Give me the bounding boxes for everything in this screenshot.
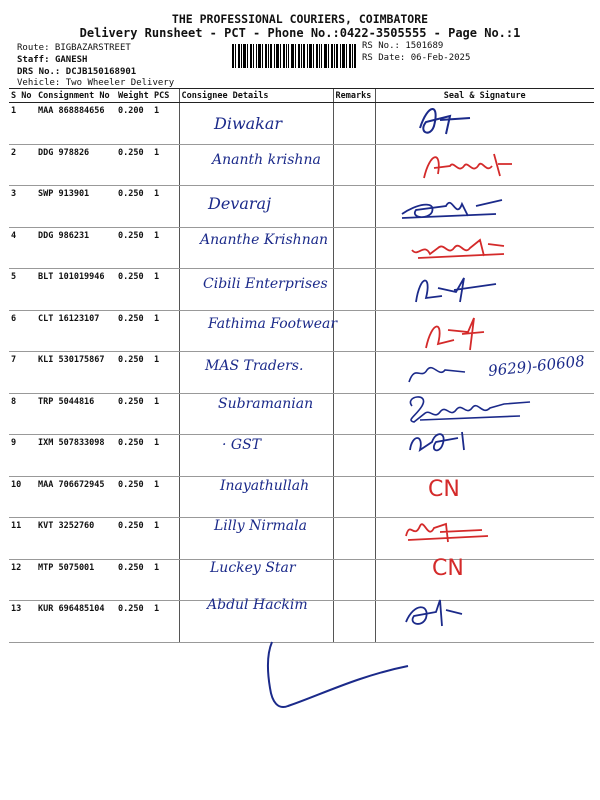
cell-pcs: 1 [152, 393, 179, 435]
cell-sno: 9 [9, 435, 36, 477]
cell-pcs: 1 [152, 144, 179, 186]
cell-sno: 13 [9, 601, 36, 643]
cell-consignment: IXM 507833098 [36, 435, 116, 477]
cell-consignment: CLT 16123107 [36, 310, 116, 352]
handwritten-consignee: Cibili Enterprises [203, 276, 328, 292]
staff-line [17, 55, 87, 66]
cell-weight: 0.200 [116, 103, 152, 145]
cell-sno: 11 [9, 518, 36, 560]
cell-pcs: 1 [152, 601, 179, 643]
col-weight: Weight [116, 89, 152, 103]
cell-pcs: 1 [152, 269, 179, 311]
staff-name: GANESH [54, 55, 88, 65]
bottom-signature [258, 636, 418, 716]
drs-label: DRS No.: [17, 67, 61, 77]
cell-weight: 0.250 [116, 476, 152, 518]
cell-weight: 0.250 [116, 310, 152, 352]
cell-sno: 3 [9, 186, 36, 228]
col-consignment: Consignment No [36, 89, 116, 103]
cell-sno: 5 [9, 269, 36, 311]
cell-remarks [333, 186, 375, 228]
cell-consignment: MAA 868884656 [36, 103, 116, 145]
col-signature: Seal & Signature [375, 89, 594, 103]
cell-consignment: TRP 5044816 [36, 393, 116, 435]
cell-signature [375, 103, 594, 145]
cell-weight: 0.250 [116, 435, 152, 477]
signature-row-13 [400, 592, 470, 632]
staff-label: Staff: [17, 55, 50, 65]
cell-sno: 1 [9, 103, 36, 145]
handwritten-consignee: Diwakar [214, 114, 283, 133]
barcode [232, 44, 356, 68]
cell-consignment: SWP 913901 [36, 186, 116, 228]
cell-consignment: DDG 986231 [36, 227, 116, 269]
table-row [9, 186, 594, 228]
signature-row-4 [408, 228, 508, 268]
cell-pcs: 1 [152, 435, 179, 477]
handwritten-consignee: · GST [222, 437, 262, 453]
phone-note: 9629)-60608 [487, 351, 586, 381]
company-name: THE PROFESSIONAL COURIERS, COIMBATORE [171, 12, 429, 26]
cn-mark: CN [428, 477, 460, 502]
cell-weight: 0.250 [116, 144, 152, 186]
handwritten-consignee: Inayathullah [220, 478, 310, 494]
cell-weight: 0.250 [116, 186, 152, 228]
rs-number: RS No.: 1501689 [362, 41, 444, 51]
handwritten-consignee: Luckey Star [210, 560, 296, 576]
cell-consignment: KVT 3252760 [36, 518, 116, 560]
cell-remarks [333, 103, 375, 145]
cell-consignment: MAA 706672945 [36, 476, 116, 518]
cell-remarks [333, 476, 375, 518]
signature-row-2 [420, 144, 520, 184]
cell-remarks [333, 393, 375, 435]
table-row [9, 559, 594, 601]
table-row [9, 103, 594, 145]
cell-remarks [333, 269, 375, 311]
cell-consignment: MTP 5075001 [36, 559, 116, 601]
cell-sno: 6 [9, 310, 36, 352]
cell-sno: 8 [9, 393, 36, 435]
cell-weight: 0.250 [116, 352, 152, 394]
vehicle-label: Vehicle: Two Wheeler Delivery [17, 78, 175, 88]
cell-pcs: 1 [152, 227, 179, 269]
col-pcs: PCS [152, 89, 179, 103]
cell-pcs: 1 [152, 559, 179, 601]
cell-remarks [333, 144, 375, 186]
cell-pcs: 1 [152, 103, 179, 145]
signature-row-5 [408, 268, 498, 308]
cell-weight: 0.250 [116, 393, 152, 435]
signature-row-6 [418, 312, 488, 356]
handwritten-consignee: MAS Traders. [205, 358, 304, 374]
cell-pcs: 1 [152, 186, 179, 228]
cell-pcs: 1 [152, 310, 179, 352]
cell-pcs: 1 [152, 352, 179, 394]
col-remarks: Remarks [333, 89, 375, 103]
handwritten-consignee: Ananth krishna [212, 152, 321, 168]
drs-line [17, 67, 136, 78]
handwritten-consignee: Lilly Nirmala [214, 518, 307, 534]
cell-remarks [333, 559, 375, 601]
cell-weight: 0.250 [116, 227, 152, 269]
signature-row-7 [405, 354, 485, 388]
signature-row-11 [402, 510, 492, 546]
rs-date: RS Date: 06-Feb-2025 [362, 53, 471, 63]
cell-remarks [333, 352, 375, 394]
cell-weight: 0.250 [116, 601, 152, 643]
cell-sno: 12 [9, 559, 36, 601]
table-header [9, 89, 594, 103]
cell-remarks [333, 518, 375, 560]
col-sno: S No [9, 89, 36, 103]
cell-remarks [333, 435, 375, 477]
signature-row-3 [396, 186, 506, 226]
handwritten-consignee: Abdul Hackim [207, 597, 308, 613]
col-consignee: Consignee Details [179, 89, 333, 103]
cell-sno: 2 [9, 144, 36, 186]
cell-weight: 0.250 [116, 518, 152, 560]
cell-sno: 4 [9, 227, 36, 269]
cell-remarks [333, 227, 375, 269]
cn-mark: CN [432, 556, 464, 581]
signature-row-9 [402, 420, 482, 456]
drs-number: DCJB150168901 [65, 67, 137, 77]
runsheet-title: Delivery Runsheet - PCT - Phone No.:0422-3505555 - Page No.:1 [79, 26, 521, 40]
cell-consignment: DDG 978826 [36, 144, 116, 186]
route-label: Route: BIGBAZARSTREET [17, 43, 131, 53]
cell-consignment: KLI 530175867 [36, 352, 116, 394]
table-row [9, 435, 594, 477]
handwritten-consignee: Ananthe Krishnan [200, 232, 329, 248]
cell-remarks [333, 310, 375, 352]
cell-pcs: 1 [152, 476, 179, 518]
cell-consignment: KUR 696485104 [36, 601, 116, 643]
cell-weight: 0.250 [116, 559, 152, 601]
cell-sno: 10 [9, 476, 36, 518]
signature-row-1 [410, 98, 480, 142]
cell-sno: 7 [9, 352, 36, 394]
cell-consignment: BLT 101019946 [36, 269, 116, 311]
cell-weight: 0.250 [116, 269, 152, 311]
handwritten-consignee: Subramanian [218, 396, 314, 412]
handwritten-consignee: Fathima Footwear [208, 316, 338, 332]
cell-pcs: 1 [152, 518, 179, 560]
handwritten-consignee: Devaraj [208, 194, 272, 213]
